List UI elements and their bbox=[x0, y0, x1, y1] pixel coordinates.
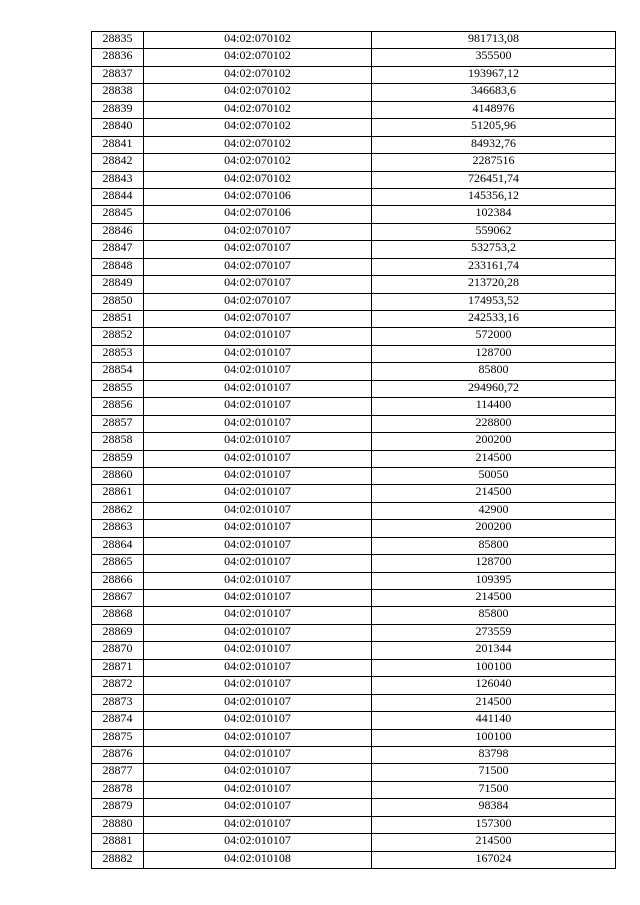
value-cell: 114400 bbox=[372, 398, 616, 415]
cadastral-number-cell: 04:02:070106 bbox=[144, 206, 372, 223]
value-cell: 346683,6 bbox=[372, 84, 616, 101]
row-number-cell: 28878 bbox=[92, 781, 144, 798]
cadastral-number-cell: 04:02:070102 bbox=[144, 84, 372, 101]
row-number-cell: 28881 bbox=[92, 834, 144, 851]
value-cell: 42900 bbox=[372, 502, 616, 519]
cadastral-number-cell: 04:02:010107 bbox=[144, 659, 372, 676]
value-cell: 128700 bbox=[372, 345, 616, 362]
value-cell: 84932,76 bbox=[372, 136, 616, 153]
table-row bbox=[92, 816, 616, 833]
table-row bbox=[92, 258, 616, 275]
value-cell: 98384 bbox=[372, 799, 616, 816]
cadastral-number-cell: 04:02:010107 bbox=[144, 746, 372, 763]
cadastral-number-cell: 04:02:070107 bbox=[144, 311, 372, 328]
value-cell: 50050 bbox=[372, 467, 616, 484]
cadastral-number-cell: 04:02:010107 bbox=[144, 834, 372, 851]
table-row bbox=[92, 764, 616, 781]
value-cell: 355500 bbox=[372, 49, 616, 66]
cadastral-number-cell: 04:02:010107 bbox=[144, 781, 372, 798]
table-row bbox=[92, 590, 616, 607]
row-number-cell: 28866 bbox=[92, 572, 144, 589]
table-row bbox=[92, 276, 616, 293]
table-row bbox=[92, 642, 616, 659]
row-number-cell: 28841 bbox=[92, 136, 144, 153]
table-row bbox=[92, 398, 616, 415]
cadastral-number-cell: 04:02:070102 bbox=[144, 32, 372, 49]
table-row bbox=[92, 345, 616, 362]
row-number-cell: 28854 bbox=[92, 363, 144, 380]
value-cell: 100100 bbox=[372, 729, 616, 746]
cadastral-number-cell: 04:02:010107 bbox=[144, 345, 372, 362]
row-number-cell: 28865 bbox=[92, 555, 144, 572]
row-number-cell: 28875 bbox=[92, 729, 144, 746]
cadastral-number-cell: 04:02:010107 bbox=[144, 816, 372, 833]
table-row bbox=[92, 502, 616, 519]
value-cell: 4148976 bbox=[372, 101, 616, 118]
row-number-cell: 28882 bbox=[92, 851, 144, 868]
row-number-cell: 28872 bbox=[92, 677, 144, 694]
row-number-cell: 28844 bbox=[92, 188, 144, 205]
row-number-cell: 28843 bbox=[92, 171, 144, 188]
table-row bbox=[92, 293, 616, 310]
table-row bbox=[92, 572, 616, 589]
row-number-cell: 28848 bbox=[92, 258, 144, 275]
value-cell: 109395 bbox=[372, 572, 616, 589]
row-number-cell: 28855 bbox=[92, 380, 144, 397]
row-number-cell: 28877 bbox=[92, 764, 144, 781]
value-cell: 71500 bbox=[372, 764, 616, 781]
table-row bbox=[92, 834, 616, 851]
cadastral-number-cell: 04:02:070107 bbox=[144, 241, 372, 258]
value-cell: 102384 bbox=[372, 206, 616, 223]
cadastral-number-cell: 04:02:070102 bbox=[144, 154, 372, 171]
row-number-cell: 28851 bbox=[92, 311, 144, 328]
row-number-cell: 28880 bbox=[92, 816, 144, 833]
table-row bbox=[92, 136, 616, 153]
table-row bbox=[92, 555, 616, 572]
row-number-cell: 28863 bbox=[92, 520, 144, 537]
table-row bbox=[92, 659, 616, 676]
value-cell: 214500 bbox=[372, 590, 616, 607]
table-row bbox=[92, 537, 616, 554]
cadastral-number-cell: 04:02:010107 bbox=[144, 520, 372, 537]
cadastral-number-cell: 04:02:010107 bbox=[144, 502, 372, 519]
table-row bbox=[92, 694, 616, 711]
value-cell: 200200 bbox=[372, 433, 616, 450]
table-row bbox=[92, 712, 616, 729]
table-row bbox=[92, 223, 616, 240]
cadastral-number-cell: 04:02:010107 bbox=[144, 380, 372, 397]
row-number-cell: 28876 bbox=[92, 746, 144, 763]
table-row bbox=[92, 380, 616, 397]
table-row bbox=[92, 154, 616, 171]
table-row bbox=[92, 241, 616, 258]
table-row bbox=[92, 188, 616, 205]
cadastral-number-cell: 04:02:010107 bbox=[144, 433, 372, 450]
value-cell: 214500 bbox=[372, 485, 616, 502]
cadastral-number-cell: 04:02:010107 bbox=[144, 799, 372, 816]
row-number-cell: 28847 bbox=[92, 241, 144, 258]
row-number-cell: 28835 bbox=[92, 32, 144, 49]
table-row bbox=[92, 746, 616, 763]
cadastral-number-cell: 04:02:070102 bbox=[144, 49, 372, 66]
table-row bbox=[92, 66, 616, 83]
value-cell: 167024 bbox=[372, 851, 616, 868]
cadastral-number-cell: 04:02:010107 bbox=[144, 363, 372, 380]
cadastral-number-cell: 04:02:010107 bbox=[144, 712, 372, 729]
value-cell: 200200 bbox=[372, 520, 616, 537]
cadastral-number-cell: 04:02:010107 bbox=[144, 485, 372, 502]
value-cell: 981713,08 bbox=[372, 32, 616, 49]
row-number-cell: 28839 bbox=[92, 101, 144, 118]
row-number-cell: 28859 bbox=[92, 450, 144, 467]
value-cell: 441140 bbox=[372, 712, 616, 729]
row-number-cell: 28850 bbox=[92, 293, 144, 310]
cadastral-number-cell: 04:02:070107 bbox=[144, 276, 372, 293]
cadastral-number-cell: 04:02:070107 bbox=[144, 258, 372, 275]
cadastral-number-cell: 04:02:010107 bbox=[144, 590, 372, 607]
value-cell: 213720,28 bbox=[372, 276, 616, 293]
value-cell: 2287516 bbox=[372, 154, 616, 171]
cadastral-number-cell: 04:02:010107 bbox=[144, 328, 372, 345]
value-cell: 572000 bbox=[372, 328, 616, 345]
row-number-cell: 28871 bbox=[92, 659, 144, 676]
value-cell: 233161,74 bbox=[372, 258, 616, 275]
table-row bbox=[92, 49, 616, 66]
value-cell: 85800 bbox=[372, 607, 616, 624]
value-cell: 85800 bbox=[372, 537, 616, 554]
cadastral-number-cell: 04:02:010107 bbox=[144, 555, 372, 572]
cadastral-number-cell: 04:02:010107 bbox=[144, 729, 372, 746]
cadastral-number-cell: 04:02:070102 bbox=[144, 66, 372, 83]
value-cell: 294960,72 bbox=[372, 380, 616, 397]
row-number-cell: 28857 bbox=[92, 415, 144, 432]
row-number-cell: 28864 bbox=[92, 537, 144, 554]
row-number-cell: 28838 bbox=[92, 84, 144, 101]
value-cell: 559062 bbox=[372, 223, 616, 240]
row-number-cell: 28868 bbox=[92, 607, 144, 624]
table-row bbox=[92, 520, 616, 537]
cadastral-number-cell: 04:02:070102 bbox=[144, 119, 372, 136]
value-cell: 126040 bbox=[372, 677, 616, 694]
cadastral-number-cell: 04:02:010107 bbox=[144, 398, 372, 415]
row-number-cell: 28837 bbox=[92, 66, 144, 83]
value-cell: 83798 bbox=[372, 746, 616, 763]
value-cell: 51205,96 bbox=[372, 119, 616, 136]
row-number-cell: 28845 bbox=[92, 206, 144, 223]
data-table bbox=[91, 31, 616, 869]
value-cell: 228800 bbox=[372, 415, 616, 432]
cadastral-number-cell: 04:02:010107 bbox=[144, 642, 372, 659]
value-cell: 157300 bbox=[372, 816, 616, 833]
row-number-cell: 28858 bbox=[92, 433, 144, 450]
row-number-cell: 28874 bbox=[92, 712, 144, 729]
cadastral-number-cell: 04:02:010107 bbox=[144, 572, 372, 589]
cadastral-number-cell: 04:02:010107 bbox=[144, 694, 372, 711]
value-cell: 145356,12 bbox=[372, 188, 616, 205]
value-cell: 201344 bbox=[372, 642, 616, 659]
table-row bbox=[92, 171, 616, 188]
table-row bbox=[92, 363, 616, 380]
row-number-cell: 28849 bbox=[92, 276, 144, 293]
row-number-cell: 28840 bbox=[92, 119, 144, 136]
table-row bbox=[92, 485, 616, 502]
cadastral-number-cell: 04:02:070106 bbox=[144, 188, 372, 205]
cadastral-number-cell: 04:02:010107 bbox=[144, 624, 372, 641]
value-cell: 214500 bbox=[372, 834, 616, 851]
row-number-cell: 28856 bbox=[92, 398, 144, 415]
cadastral-number-cell: 04:02:070107 bbox=[144, 293, 372, 310]
value-cell: 273559 bbox=[372, 624, 616, 641]
value-cell: 532753,2 bbox=[372, 241, 616, 258]
row-number-cell: 28870 bbox=[92, 642, 144, 659]
table-row bbox=[92, 32, 616, 49]
table-row bbox=[92, 799, 616, 816]
table-row bbox=[92, 781, 616, 798]
table-row bbox=[92, 311, 616, 328]
table-row bbox=[92, 450, 616, 467]
cadastral-number-cell: 04:02:010107 bbox=[144, 607, 372, 624]
value-cell: 242533,16 bbox=[372, 311, 616, 328]
cadastral-number-cell: 04:02:070102 bbox=[144, 171, 372, 188]
cadastral-number-cell: 04:02:010107 bbox=[144, 537, 372, 554]
table-row bbox=[92, 433, 616, 450]
value-cell: 726451,74 bbox=[372, 171, 616, 188]
value-cell: 174953,52 bbox=[372, 293, 616, 310]
table-row bbox=[92, 851, 616, 868]
table-row bbox=[92, 101, 616, 118]
cadastral-number-cell: 04:02:010107 bbox=[144, 450, 372, 467]
cadastral-number-cell: 04:02:070107 bbox=[144, 223, 372, 240]
table-row bbox=[92, 119, 616, 136]
row-number-cell: 28852 bbox=[92, 328, 144, 345]
row-number-cell: 28861 bbox=[92, 485, 144, 502]
row-number-cell: 28860 bbox=[92, 467, 144, 484]
table-row bbox=[92, 328, 616, 345]
table-row bbox=[92, 84, 616, 101]
table-row bbox=[92, 607, 616, 624]
value-cell: 71500 bbox=[372, 781, 616, 798]
cadastral-number-cell: 04:02:010107 bbox=[144, 677, 372, 694]
table-row bbox=[92, 677, 616, 694]
row-number-cell: 28846 bbox=[92, 223, 144, 240]
cadastral-number-cell: 04:02:010107 bbox=[144, 415, 372, 432]
table-row bbox=[92, 415, 616, 432]
value-cell: 193967,12 bbox=[372, 66, 616, 83]
table-body bbox=[92, 32, 616, 869]
table-row bbox=[92, 206, 616, 223]
row-number-cell: 28867 bbox=[92, 590, 144, 607]
row-number-cell: 28853 bbox=[92, 345, 144, 362]
row-number-cell: 28842 bbox=[92, 154, 144, 171]
cadastral-number-cell: 04:02:010107 bbox=[144, 764, 372, 781]
row-number-cell: 28873 bbox=[92, 694, 144, 711]
value-cell: 100100 bbox=[372, 659, 616, 676]
table-row bbox=[92, 729, 616, 746]
cadastral-number-cell: 04:02:070102 bbox=[144, 136, 372, 153]
row-number-cell: 28879 bbox=[92, 799, 144, 816]
value-cell: 214500 bbox=[372, 450, 616, 467]
cadastral-number-cell: 04:02:010107 bbox=[144, 467, 372, 484]
table-row bbox=[92, 624, 616, 641]
cadastral-number-cell: 04:02:070102 bbox=[144, 101, 372, 118]
value-cell: 128700 bbox=[372, 555, 616, 572]
value-cell: 214500 bbox=[372, 694, 616, 711]
table-row bbox=[92, 467, 616, 484]
row-number-cell: 28862 bbox=[92, 502, 144, 519]
cadastral-number-cell: 04:02:010108 bbox=[144, 851, 372, 868]
row-number-cell: 28836 bbox=[92, 49, 144, 66]
value-cell: 85800 bbox=[372, 363, 616, 380]
row-number-cell: 28869 bbox=[92, 624, 144, 641]
